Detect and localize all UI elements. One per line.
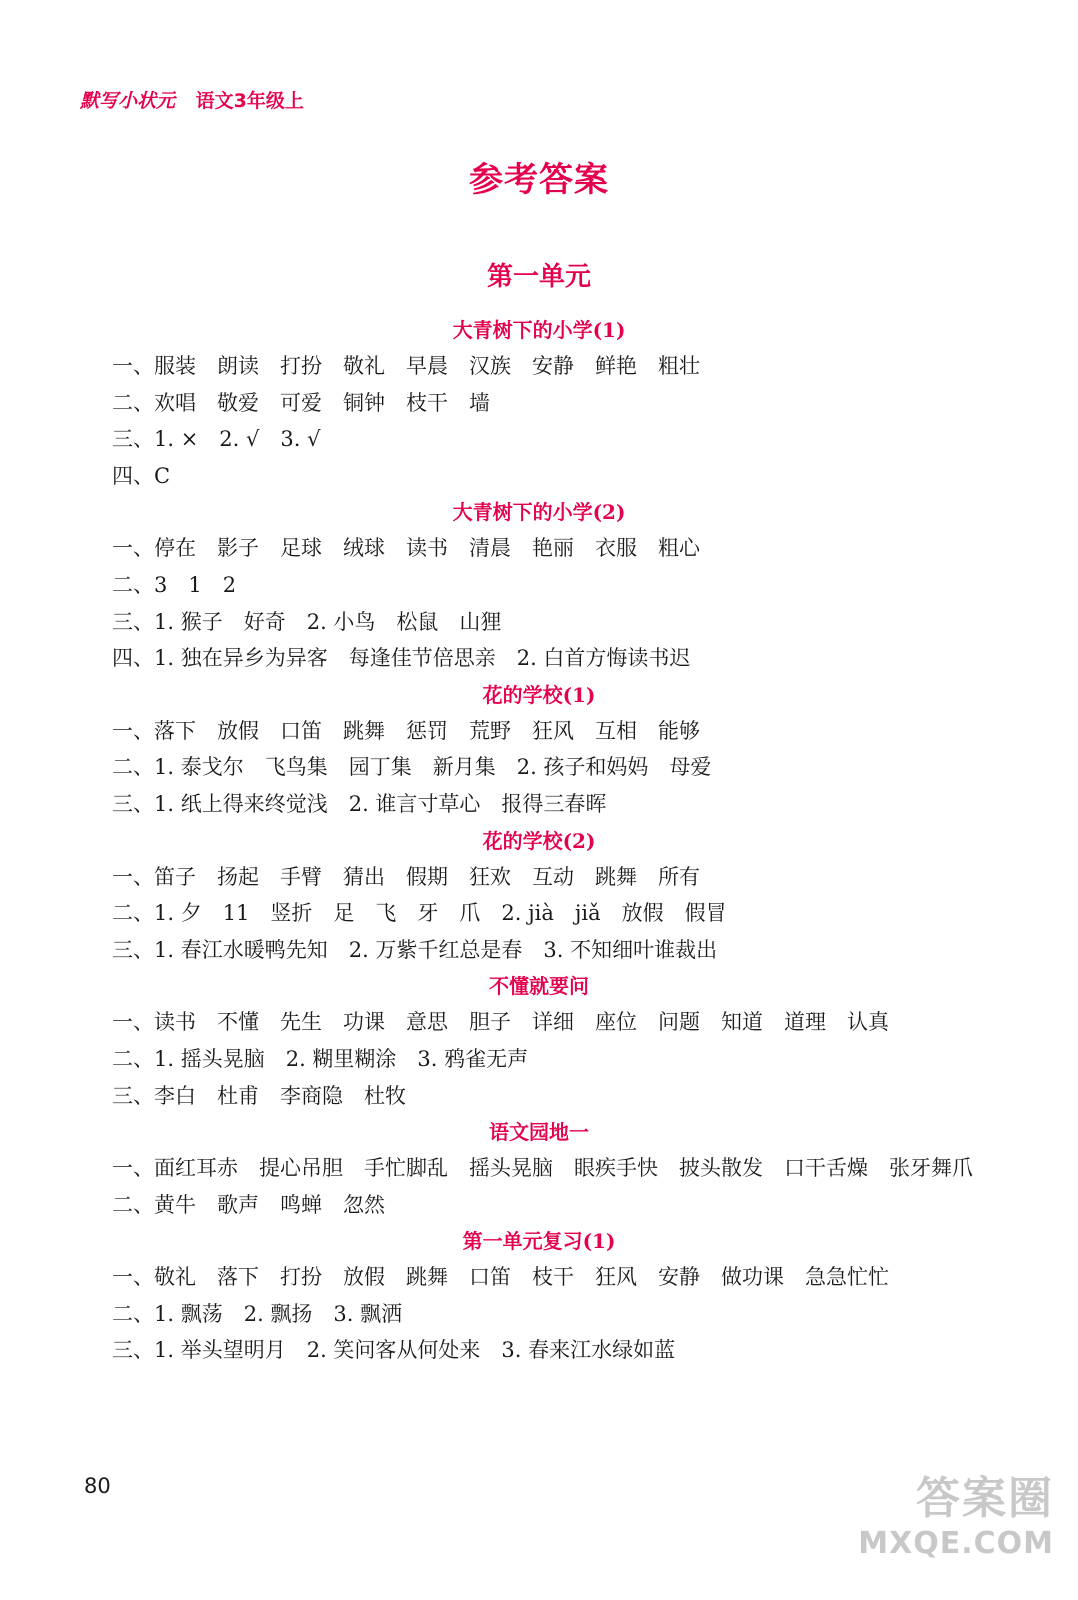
unit-title: 第一单元 — [486, 262, 591, 292]
answer-line: 三、1. 春江水暖鸭先知 2. 万紫千红总是春 3. 不知细叶谁裁出 — [112, 937, 718, 962]
answer-line: 三、1. 猴子 好奇 2. 小鸟 松鼠 山狸 — [112, 609, 502, 634]
section-title: 花的学校(1) — [482, 682, 596, 707]
section-title: 语文园地一 — [489, 1120, 589, 1145]
answer-line: 三、1. × 2. √ 3. √ — [112, 427, 321, 452]
answer-line: 二、黄牛 歌声 鸣蝉 忽然 — [112, 1192, 385, 1217]
answer-line: 二、1. 泰戈尔 飞鸟集 园丁集 新月集 2. 孩子和妈妈 母爱 — [112, 755, 712, 780]
section-title: 大青树下的小学(2) — [452, 500, 626, 525]
watermark-url: MXQE.COM — [858, 1526, 1054, 1561]
answer-line: 二、欢唱 敬爱 可爱 铜钟 枝干 墙 — [112, 390, 490, 415]
answer-line: 三、李白 杜甫 李商隐 杜牧 — [112, 1083, 406, 1108]
section-title: 大青树下的小学(1) — [452, 318, 626, 342]
answer-line: 一、停在 影子 足球 绒球 读书 清晨 艳丽 衣服 粗心 — [112, 536, 700, 561]
brand-logo-text: 默写小状元 — [80, 90, 176, 112]
watermark-logo-text: 答案圈 — [916, 1473, 1054, 1524]
answer-line: 一、敬礼 落下 打扮 放假 跳舞 口笛 枝干 狂风 安静 做功课 急急忙忙 — [112, 1265, 889, 1290]
answer-line: 一、落下 放假 口笛 跳舞 惩罚 荒野 狂风 互相 能够 — [112, 718, 700, 743]
answer-line: 一、服装 朗读 打扮 敬礼 早晨 汉族 安静 鲜艳 粗壮 — [112, 354, 700, 378]
answer-line: 二、1. 飘荡 2. 飘扬 3. 飘洒 — [112, 1301, 403, 1326]
book-subtitle: 语文3年级上 — [195, 90, 304, 112]
answer-line: 四、1. 独在异乡为异客 每逢佳节倍思亲 2. 白首方悔读书迟 — [112, 646, 691, 671]
answer-line: 三、1. 举头望明月 2. 笑问客从何处来 3. 春来江水绿如蓝 — [112, 1338, 676, 1363]
answer-content — [112, 312, 1012, 1369]
answer-line: 二、1. 摇头晃脑 2. 糊里糊涂 3. 鸦雀无声 — [112, 1046, 529, 1071]
section-title: 花的学校(2) — [482, 828, 596, 853]
answer-line: 一、面红耳赤 提心吊胆 手忙脚乱 摇头晃脑 眼疾手快 披头散发 口干舌燥 张牙舞爪 — [112, 1156, 973, 1181]
section-title: 第一单元复习(1) — [462, 1229, 616, 1254]
site-watermark — [834, 1462, 1054, 1582]
answer-line: 三、1. 纸上得来终觉浅 2. 谁言寸草心 报得三春晖 — [112, 791, 607, 816]
answer-line: 二、3 1 2 — [112, 572, 237, 597]
answer-line: 一、读书 不懂 先生 功课 意思 胆子 详细 座位 问题 知道 道理 认真 — [112, 1010, 889, 1035]
answer-line: 四、C — [112, 463, 171, 488]
page-number: 80 — [84, 1474, 111, 1498]
section-title: 不懂就要问 — [489, 974, 589, 999]
running-header — [80, 86, 304, 113]
page-title: 参考答案 — [469, 160, 609, 200]
answer-line: 二、1. 夕 11 竖折 足 飞 牙 爪 2. jià jiǎ 放假 假冒 — [112, 901, 727, 926]
answer-line: 一、笛子 扬起 手臂 猜出 假期 狂欢 互动 跳舞 所有 — [112, 864, 700, 889]
